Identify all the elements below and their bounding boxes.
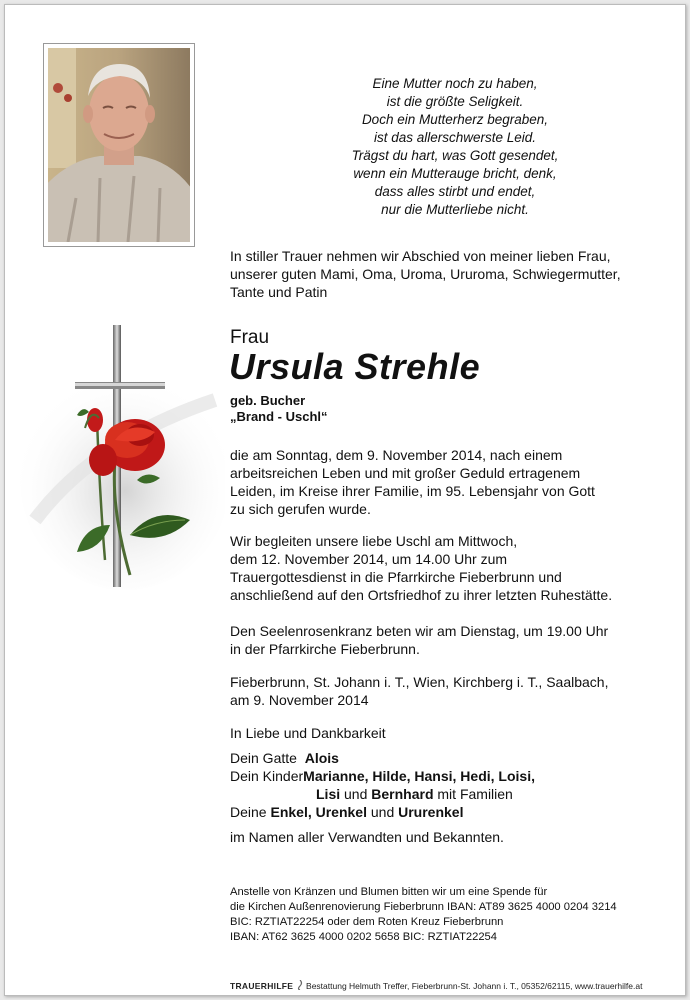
poem-line: dass alles stirbt und endet, [374, 184, 536, 199]
donation-line: IBAN: AT62 3625 4000 0202 5658 BIC: RZTIAT22254 [230, 931, 498, 943]
signoff-opening: In Liebe und Dankbarkeit [230, 725, 386, 741]
funeral-line: dem 12. November 2014, um 14.00 Uhr zum [230, 551, 508, 567]
funeral-line: Wir begleiten unsere liebe Uschl am Mittwoch, [230, 533, 518, 549]
rosary-line: Den Seelenrosenkranz beten wir am Dienstag, um 19.00 Uhr [230, 623, 609, 639]
intro-line: unserer guten Mami, Oma, Uroma, Ururoma, Schwiegermutter, [230, 266, 621, 282]
rosary-info [230, 622, 670, 658]
funeral-line: anschließend auf den Ortsfriedhof zu ihrer letzten Ruhestätte. [230, 587, 613, 603]
portrait-photo [48, 48, 190, 242]
portrait-photo-frame [43, 43, 195, 247]
footer-brand: TRAUERHILFE [230, 981, 294, 991]
donation-note [230, 885, 690, 945]
mourner-row-children-2 [230, 785, 670, 803]
death-notice-line: die am Sonntag, dem 9. November 2014, nach einem [230, 447, 563, 463]
donation-line: Anstelle von Kränzen und Blumen bitten wir um eine Spende für [230, 886, 548, 898]
nickname: „Brand - Uschl“ [230, 409, 328, 424]
conjunction: und [370, 804, 395, 820]
poem-line: ist das allerschwerste Leid. [373, 130, 537, 145]
intro-line: Tante und Patin [230, 284, 328, 300]
mourner-row-children [230, 767, 670, 785]
donation-line: die Kirchen Außenrenovierung Fieberbrunn IBAN: AT89 3625 4000 0204 3214 [230, 901, 617, 913]
child-name: Bernhard [371, 786, 434, 802]
poem-line: nur die Mutterliebe nicht. [381, 202, 529, 217]
poem-line: ist die größte Seligkeit. [386, 94, 524, 109]
poem [295, 75, 615, 219]
grandchildren-names: Enkel, Urenkel [270, 804, 367, 820]
signoff-closing: im Namen aller Verwandten und Bekannten. [230, 829, 504, 845]
death-notice-line: Leiden, im Kreise ihrer Familie, im 95. Lebensjahr von Gott [230, 483, 595, 499]
children-suffix: mit Familien [437, 786, 513, 802]
poem-line: wenn ein Mutterauge bricht, denk, [353, 166, 557, 181]
place-line: Fieberbrunn, St. Johann i. T., Wien, Kirchberg i. T., Saalbach, [230, 674, 609, 690]
deceased-name: Ursula Strehle [229, 346, 481, 387]
place-line: am 9. November 2014 [230, 692, 369, 708]
children-names: Marianne, Hilde, Hansi, Hedi, Loisi, [303, 768, 535, 784]
grandchildren-label: Deine [230, 804, 267, 820]
brand-logo-icon [296, 980, 304, 990]
place-and-date [230, 673, 670, 709]
donation-line: BIC: RZTIAT22254 oder dem Roten Kreuz Fieberbrunn [230, 916, 504, 928]
footer [230, 980, 642, 991]
title-prefix: Frau [230, 327, 270, 348]
mourner-row-spouse [230, 749, 670, 767]
funeral-line: Trauergottesdienst in die Pfarrkirche Fieberbrunn und [230, 569, 562, 585]
children-label: Dein Kinder [230, 768, 304, 784]
intro-text [230, 247, 670, 301]
child-name: Lisi [316, 786, 341, 802]
cross-and-rose-illustration [15, 320, 225, 595]
death-notice [230, 446, 670, 518]
death-notice-line: arbeitsreichen Leben und mit großer Geduld ertragenem [230, 465, 581, 481]
conjunction: und [344, 786, 368, 802]
obituary-card [4, 4, 686, 996]
rosary-line: in der Pfarrkirche Fieberbrunn. [230, 641, 420, 657]
spouse-label: Dein Gatte [230, 750, 297, 766]
spouse-name: Alois [304, 750, 339, 766]
funeral-info [230, 532, 670, 604]
maiden-name-block [230, 393, 328, 425]
maiden-name: geb. Bucher [230, 393, 306, 408]
mourners-list [230, 749, 670, 821]
footer-text: Bestattung Helmuth Treffer, Fieberbrunn-St. Johann i. T., 05352/62115, www.trauerhilfe.at [306, 981, 643, 991]
poem-line: Trägst du hart, was Gott gesendet, [351, 148, 559, 163]
intro-line: In stiller Trauer nehmen wir Abschied von meiner lieben Frau, [230, 248, 611, 264]
poem-line: Eine Mutter noch zu haben, [372, 76, 538, 91]
great-great-grandchildren: Ururenkel [398, 804, 464, 820]
death-notice-line: zu sich gerufen wurde. [230, 501, 371, 517]
poem-line: Doch ein Mutterherz begraben, [361, 112, 549, 127]
mourner-row-grandchildren [230, 803, 670, 821]
